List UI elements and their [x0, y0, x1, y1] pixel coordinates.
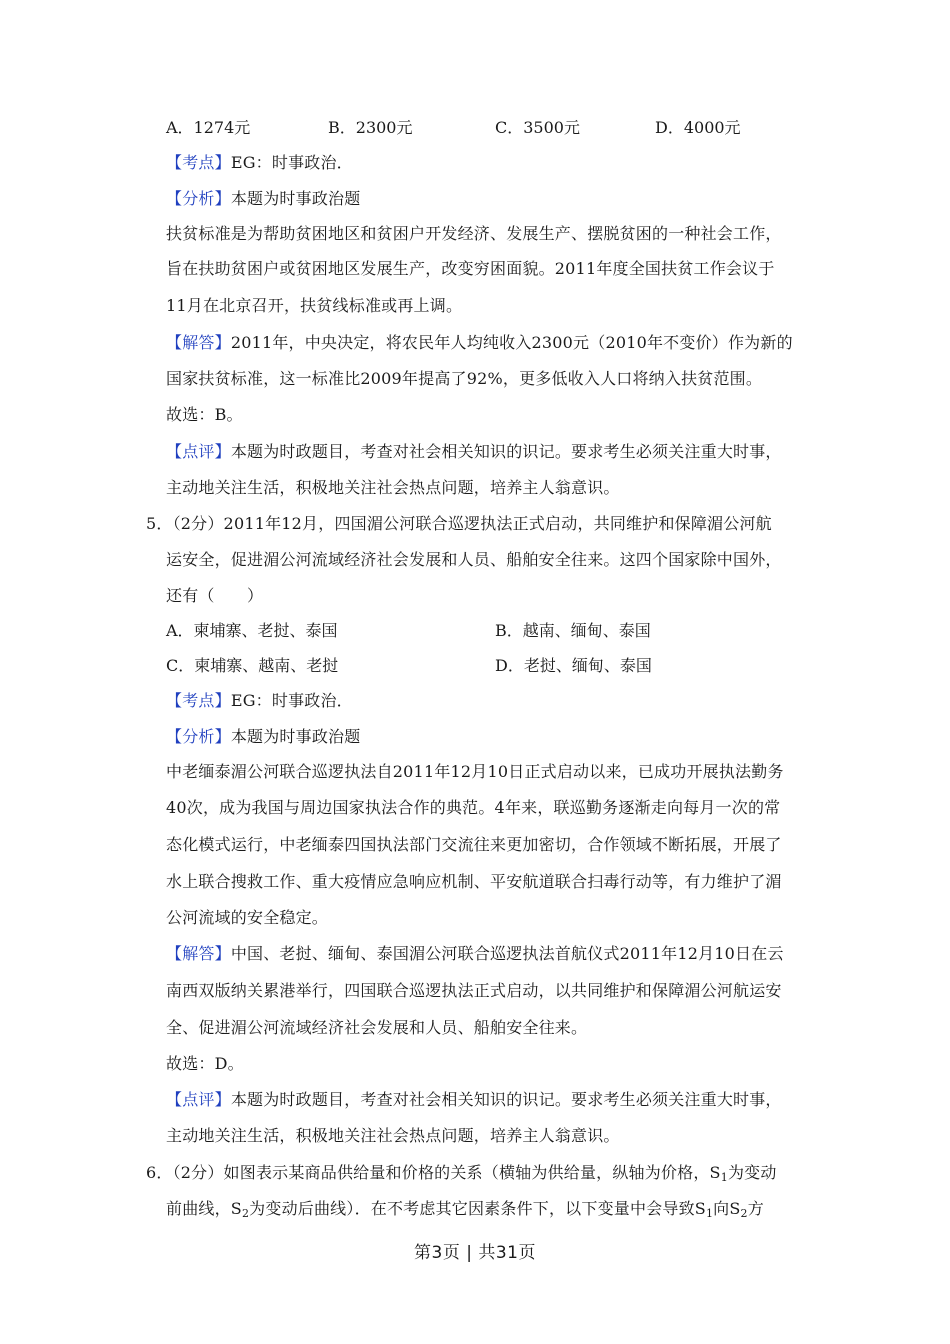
q5-jieda-line: 全、促进湄公河流域经济社会发展和人员、船舶安全往来。	[166, 1018, 588, 1037]
q4-jieda-line: 国家扶贫标准，这一标准比2009年提高了92%，更多低收入人口将纳入扶贫范围。	[166, 369, 763, 388]
kaodian-text: EG：时事政治．	[230, 153, 353, 172]
fenxi-tag: 【分析】	[166, 727, 231, 746]
q4-option-a: A．1274元	[166, 118, 251, 137]
q6-stem-line	[166, 1199, 764, 1219]
dianping-tag: 【点评】	[166, 1090, 231, 1109]
q6-text: 向S	[713, 1199, 741, 1218]
q5-stem-line: 运安全，促进湄公河流域经济社会发展和人员、船舶安全往来。这四个国家除中国外，	[166, 550, 782, 569]
q4-fenxi	[166, 189, 360, 209]
jieda-tag: 【解答】	[166, 944, 231, 963]
q4-answer: 故选：B。	[166, 405, 243, 424]
q6-text: 6．（2分）如图表示某商品供给量和价格的关系（横轴为供给量，纵轴为价格，S	[146, 1163, 721, 1182]
q6-subscript: 1	[705, 1207, 714, 1220]
q4-jieda	[166, 333, 793, 353]
q5-dianping-line: 主动地关注生活，积极地关注社会热点问题，培养主人翁意识。	[166, 1126, 620, 1145]
q5-jieda	[166, 944, 784, 964]
fenxi-text: 本题为时事政治题	[230, 189, 361, 208]
q5-option-b: B．越南、缅甸、泰国	[495, 621, 651, 640]
q6-subscript: 2	[241, 1207, 250, 1220]
q6-text: 为变动	[727, 1163, 777, 1182]
q5-analysis-line: 公河流域的安全稳定。	[166, 908, 329, 927]
jieda-text: 中国、老挝、缅甸、泰国湄公河联合巡逻执法首航仪式2011年12月10日在云	[230, 944, 784, 963]
q4-option-d: D．4000元	[655, 118, 741, 137]
q5-fenxi	[166, 727, 360, 747]
fenxi-text: 本题为时事政治题	[230, 727, 361, 746]
q5-option-d: D．老挝、缅甸、泰国	[495, 656, 652, 675]
dianping-text: 本题为时政题目，考查对社会相关知识的识记。要求考生必须关注重大时事，	[230, 1090, 782, 1109]
q6-subscript: 1	[720, 1171, 728, 1184]
page-footer: 第3页 | 共31页	[414, 1243, 536, 1263]
q5-option-c: C．柬埔寨、越南、老挝	[166, 656, 339, 675]
q6-stem-line	[146, 1163, 777, 1183]
q5-dianping	[166, 1090, 782, 1110]
q5-answer: 故选：D。	[166, 1054, 244, 1073]
q4-kaodian	[166, 153, 353, 173]
jieda-tag: 【解答】	[166, 333, 231, 352]
dianping-tag: 【点评】	[166, 442, 231, 461]
q5-stem-line: 还有（ ）	[166, 586, 264, 605]
q5-analysis-line: 态化模式运行，中老缅泰四国执法部门交流往来更加密切，合作领域不断拓展，开展了	[166, 835, 782, 854]
q6-subscript: 2	[740, 1207, 748, 1220]
fenxi-tag: 【分析】	[166, 189, 231, 208]
jieda-text: 2011年，中央决定，将农民年人均纯收入2300元（2010年不变价）作为新的	[230, 333, 793, 352]
q4-analysis-line: 扶贫标准是为帮助贫困地区和贫困户开发经济、发展生产、摆脱贫困的一种社会工作，	[166, 224, 782, 243]
kaodian-tag: 【考点】	[166, 153, 231, 172]
q5-analysis-line: 40次，成为我国与周边国家执法合作的典范。4年来，联巡勤务逐渐走向每月一次的常	[166, 798, 781, 817]
q5-analysis-line: 中老缅泰湄公河联合巡逻执法自2011年12月10日正式启动以来，已成功开展执法勤务	[166, 762, 784, 781]
q4-option-b: B．2300元	[328, 118, 413, 137]
q5-option-a: A．柬埔寨、老挝、泰国	[166, 621, 338, 640]
q6-text: 方	[747, 1199, 764, 1218]
q5-kaodian	[166, 691, 353, 711]
q6-text: 前曲线，S	[166, 1199, 242, 1218]
q4-analysis-line: 11月在北京召开，扶贫线标准或再上调。	[166, 296, 463, 315]
q5-stem-line: 5．（2分）2011年12月，四国湄公河联合巡逻执法正式启动，共同维护和保障湄公河航	[146, 514, 772, 533]
q4-analysis-line: 旨在扶助贫困户或贫困地区发展生产，改变穷困面貌。2011年度全国扶贫工作会议于	[166, 259, 775, 278]
q5-analysis-line: 水上联合搜救工作、重大疫情应急响应机制、平安航道联合扫毒行动等，有力维护了湄	[166, 872, 782, 891]
q4-option-c: C．3500元	[495, 118, 580, 137]
kaodian-tag: 【考点】	[166, 691, 231, 710]
q4-dianping	[166, 442, 782, 462]
q6-text: 为变动后曲线）．在不考虑其它因素条件下，以下变量中会导致S	[249, 1199, 706, 1218]
dianping-text: 本题为时政题目，考查对社会相关知识的识记。要求考生必须关注重大时事，	[230, 442, 782, 461]
q4-dianping-line: 主动地关注生活，积极地关注社会热点问题，培养主人翁意识。	[166, 478, 620, 497]
q5-jieda-line: 南西双版纳关累港举行，四国联合巡逻执法正式启动，以共同维护和保障湄公河航运安	[166, 981, 782, 1000]
kaodian-text: EG：时事政治．	[230, 691, 353, 710]
